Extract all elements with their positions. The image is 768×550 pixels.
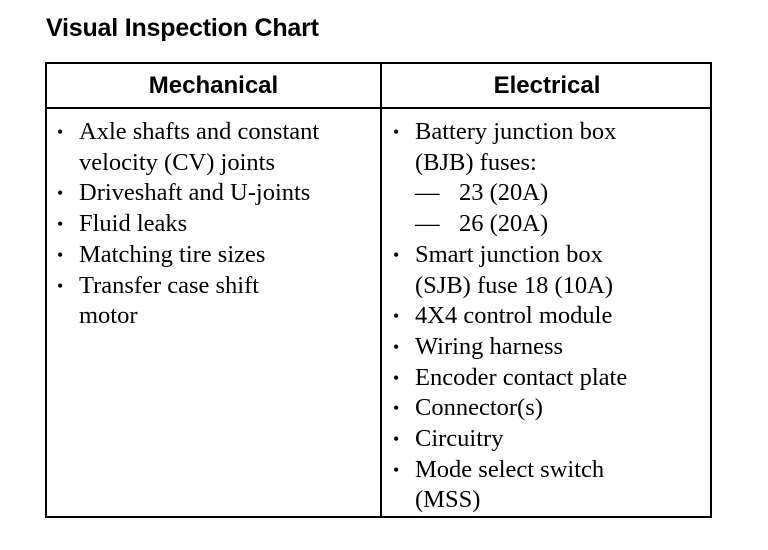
item-text: (BJB) fuses: [415, 148, 537, 176]
column-header-electrical: Electrical [493, 72, 601, 99]
item-text: Circuitry [415, 425, 504, 453]
column-header-mechanical: Mechanical [148, 72, 279, 99]
bullet-icon: • [393, 459, 400, 480]
item-text: Smart junction box [415, 240, 603, 268]
list-item [393, 240, 708, 301]
bullet-icon: • [57, 183, 64, 204]
item-text: Mode select switch [415, 455, 605, 483]
bullet-icon: • [393, 306, 400, 327]
bullet-icon: • [393, 244, 400, 265]
item-text: motor [79, 302, 138, 330]
bullet-icon: • [57, 122, 64, 142]
sub-item [415, 209, 708, 240]
bullet-icon: • [393, 429, 400, 450]
list-item [57, 209, 375, 240]
electrical-list [393, 117, 708, 516]
sub-item [415, 178, 708, 209]
item-text: Connector(s) [415, 394, 543, 422]
item-text: Matching tire sizes [79, 240, 266, 268]
column-divider [380, 64, 382, 516]
item-text: Driveshaft and U-joints [79, 179, 311, 207]
list-item [393, 393, 708, 424]
item-text: Axle shafts and constant [79, 118, 320, 145]
list-item [393, 301, 708, 332]
header-divider [47, 107, 710, 109]
dash-icon: — [415, 179, 440, 207]
list-item [57, 178, 375, 209]
item-text: Wiring harness [415, 332, 564, 360]
item-text: Fluid leaks [79, 210, 188, 238]
list-item [57, 240, 375, 271]
bullet-icon: • [393, 367, 400, 388]
inspection-table [45, 62, 712, 518]
item-text: Encoder contact plate [415, 363, 628, 391]
mechanical-list [57, 117, 375, 332]
sub-item-text: 23 (20A) [459, 179, 549, 207]
list-item [393, 332, 708, 363]
bullet-icon: • [57, 244, 64, 265]
list-item [57, 117, 375, 178]
sub-item-text: 26 (20A) [459, 210, 549, 238]
dash-icon: — [415, 210, 440, 238]
item-text: Transfer case shift [79, 271, 260, 299]
bullet-icon: • [393, 398, 400, 419]
page-title: Visual Inspection Chart [46, 14, 319, 42]
bullet-icon: • [393, 122, 400, 142]
item-text: (MSS) [415, 486, 481, 514]
list-item [393, 363, 708, 394]
list-item [393, 424, 708, 455]
item-text: Battery junction box [415, 118, 617, 145]
bullet-icon: • [57, 275, 64, 296]
item-text: 4X4 control module [415, 302, 613, 330]
list-item [393, 455, 708, 516]
list-item [393, 117, 708, 240]
list-item [57, 271, 375, 332]
item-text: (SJB) fuse 18 (10A) [415, 271, 614, 299]
bullet-icon: • [393, 336, 400, 357]
bullet-icon: • [57, 214, 64, 235]
item-text: velocity (CV) joints [79, 148, 275, 176]
